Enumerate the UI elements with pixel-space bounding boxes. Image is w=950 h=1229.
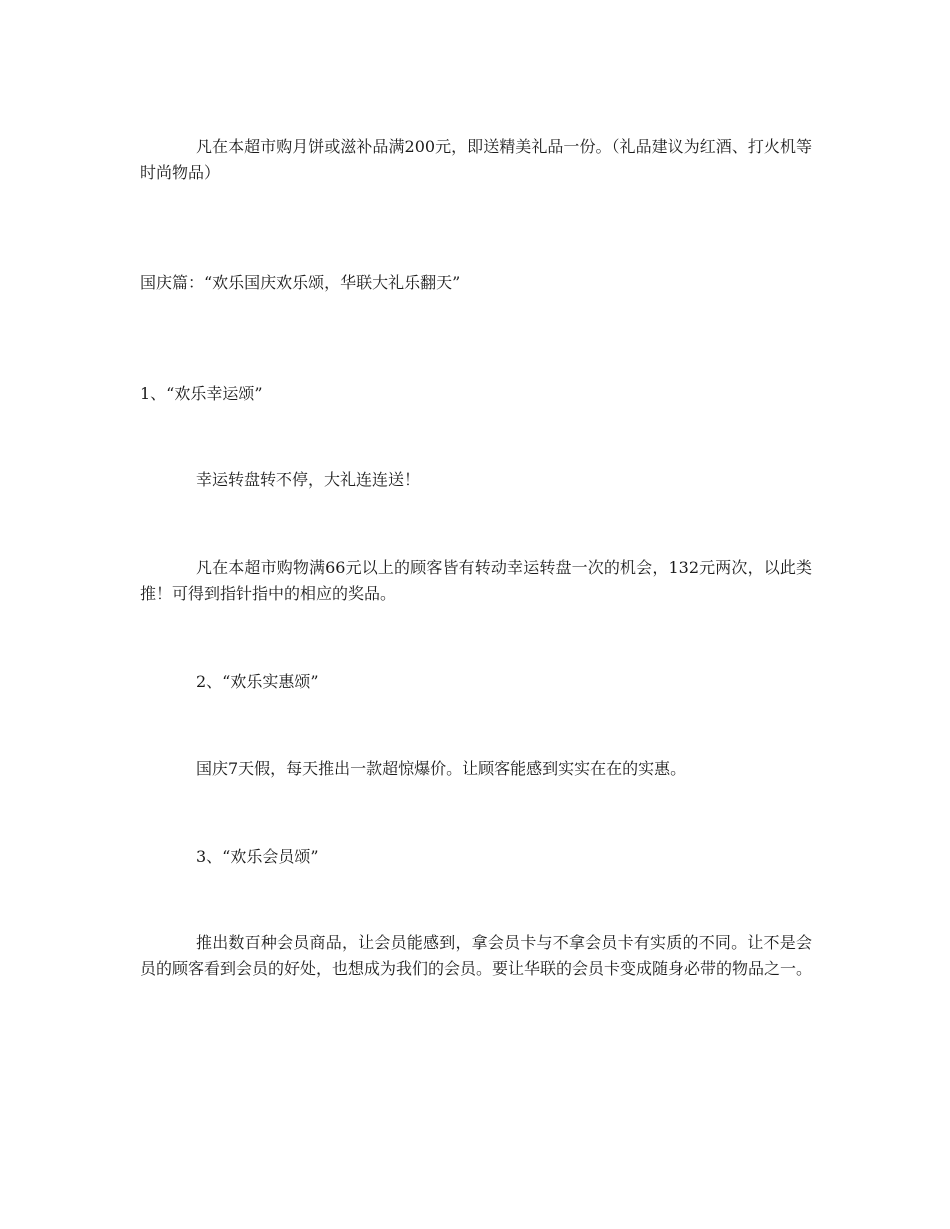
lucky-wheel-paragraph: 凡在本超市购物满66元以上的顾客皆有转动幸运转盘一次的机会，132元两次，以此类推！可得到指针指中的相应的奖品。 [140,558,812,603]
section-3-heading: 3、“欢乐会员颂” [196,847,319,866]
national-day-heading: 国庆篇：“欢乐国庆欢乐颂，华联大礼乐翻天” [140,273,461,292]
section-2-heading: 2、“欢乐实惠颂” [196,672,319,691]
member-paragraph: 推出数百种会员商品，让会员能感到，拿会员卡与不拿会员卡有实质的不同。让不是会员的顾客看到会员的好处，也想成为我们的会员。要让华联的会员卡变成随身必带的物品之一。 [140,933,813,978]
lucky-wheel-slogan: 幸运转盘转不停，大礼连连送！ [196,470,421,489]
gift-promotion-paragraph: 凡在本超市购月饼或滋补品满200元，即送精美礼品一份。（礼品建议为红酒、打火机等时尚物品） [140,137,812,182]
section-1-heading: 1、“欢乐幸运颂” [140,384,263,403]
daily-deal-paragraph: 国庆7天假，每天推出一款超惊爆价。让顾客能感到实实在在的实惠。 [196,759,687,778]
